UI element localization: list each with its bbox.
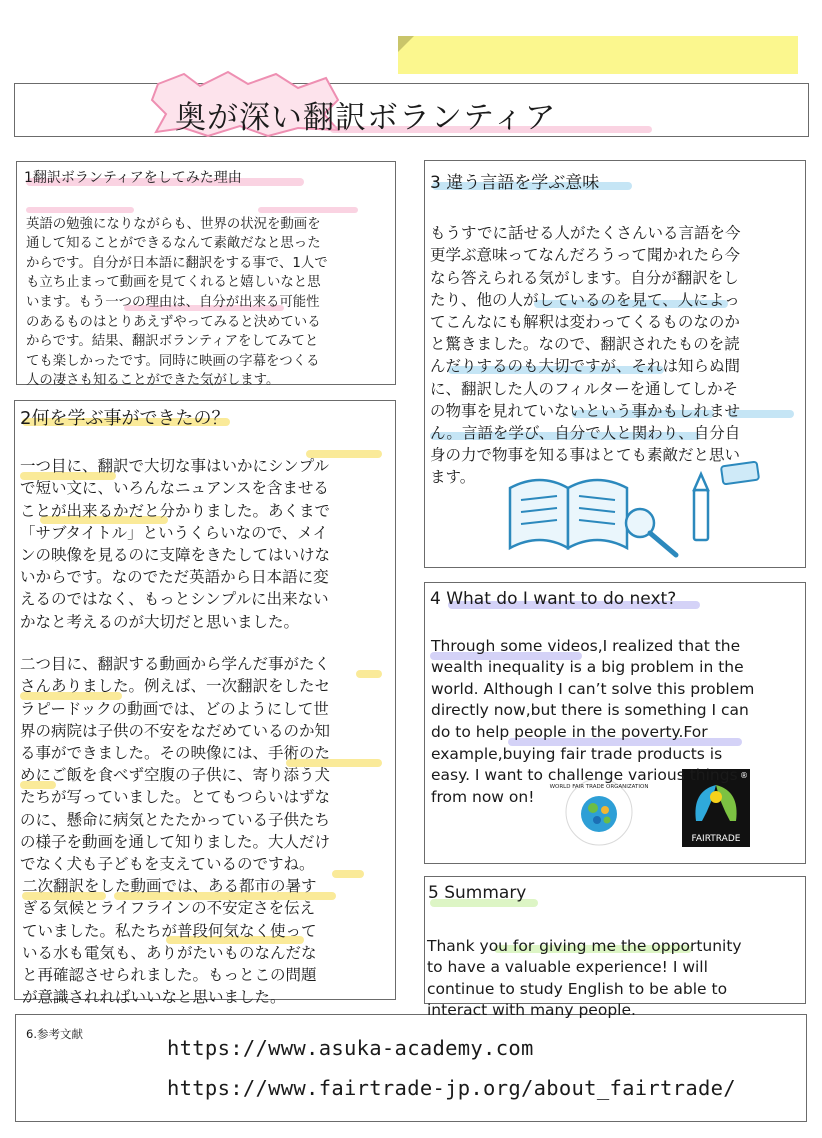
magnifier-icon: [622, 505, 682, 560]
reference-link-2[interactable]: https://www.fairtrade-jp.org/about_fairtrade/: [167, 1076, 736, 1100]
sec1-text: 英語の勉強になりながらも、世界の状況を動画を 通して知ることができるなんて素敵だなと思った からです。自分が日本語に翻訳をする事で、1人で も立ち止まって動画を見てくれると嬉しいなと思 います。もう一つの理由は、自分が出来る可能性 のあるものはとりあえずやってみると決めている からです。結果、翻訳ボランティアをしてみてと ても楽しかったです。同時に映画の字幕をつくる 人の凄さも知ることができた気がします。: [26, 216, 328, 389]
svg-text:FAIRTRADE: FAIRTRADE: [691, 834, 741, 844]
sec4-text: Through some videos,I realized that the wealth inequality is a big problem in the world. Although I can’t solve this problem directly now,but there is something I can do to help people in the poverty.For example,buying fair trade products is easy. I want to challenge various things from now on!: [431, 636, 755, 806]
sec5-text: Thank you for giving me the opportunity to have a valuable experience! I will continue to study English to be able to interact with many people.: [427, 936, 742, 1020]
svg-text:WORLD FAIR TRADE ORGANIZATION: WORLD FAIR TRADE ORGANIZATION: [549, 784, 649, 790]
sec2-para2: 二つ目に、翻訳する動画から学んだ事がたく さんありました。例えば、一次翻訳をしたセ ラピードックの動画では、どのようにして世 界の病院は子供の不安をなだめているのか知 る事ができました。その映像には、手術のた めにご飯を食べず空腹の子供に、寄り添う犬 たちが写っていました。とてもつらいはずな のに、懸命に病気とたたかっている子供たち の様子を動画を通して知りました。大人だけ でなく犬も子どもを支えているのですね。: [20, 655, 331, 874]
sec3-heading: 3 違う言語を学ぶ意味: [430, 173, 600, 193]
sec5-heading: 5 Summary: [428, 883, 527, 903]
sec1-heading: 1翻訳ボランティアをしてみた理由: [24, 170, 242, 186]
sticky-note: [398, 36, 798, 74]
references-label: 6.参考文献: [26, 1027, 83, 1041]
sec2-hl-4: [356, 670, 382, 678]
svg-text:®: ®: [740, 771, 748, 780]
sec3-text: もうすでに話せる人がたくさんいる言語を今 更学ぶ意味ってなんだろうって聞かれたら今 なら答えられる気がします。自分が翻訳をし たり、他の人がしているのを見て、人によっ てこんなにも解釈は変わってくるものなのか と驚きました。なので、翻訳されたものを読 んだりするのも大切ですが、それは知らぬ間 に、翻訳した人のフィルターを通してしかそ の物事を見れていないという事かもしれませ ん。言語を学び、自分で人と関わり、自分自 身の力で物事を知る事はとても素敵だと思い ます。: [430, 224, 741, 487]
sec2-heading: 2何を学ぶ事ができたの？: [20, 408, 230, 429]
sec2-hl-8: [332, 870, 364, 878]
sec2-para1: 一つ目に、翻訳で大切な事はいかにシンプル で短い文に、いろんなニュアンスを含ませる ことが出来るかだと分かりました。あくまで 「サブタイトル」というくらいなので、メイ ンの映像を見るのに支障をきたしてはいけな いからです。なのでただ英語から日本語に変 えるのではなく、もっとシンプルに出来ない かなと考えるのが大切だと思いました。: [20, 457, 331, 631]
page-title: 奥が深い翻訳ボランティア: [175, 100, 557, 136]
references-box: [15, 1014, 807, 1122]
sec4-heading: 4 What do I want to do next?: [430, 589, 677, 609]
reference-link-1[interactable]: https://www.asuka-academy.com: [167, 1036, 534, 1060]
sec2-para3: 二次翻訳をした動画では、ある都市の暑す ぎる気候とライフラインの不安定さを伝え ていました。私たちが普段何気なく使って いる水も電気も、ありがたいものなんだな と再確認させられました。もっとこの問題 が意識されればいいなと思いました。: [22, 877, 317, 1007]
